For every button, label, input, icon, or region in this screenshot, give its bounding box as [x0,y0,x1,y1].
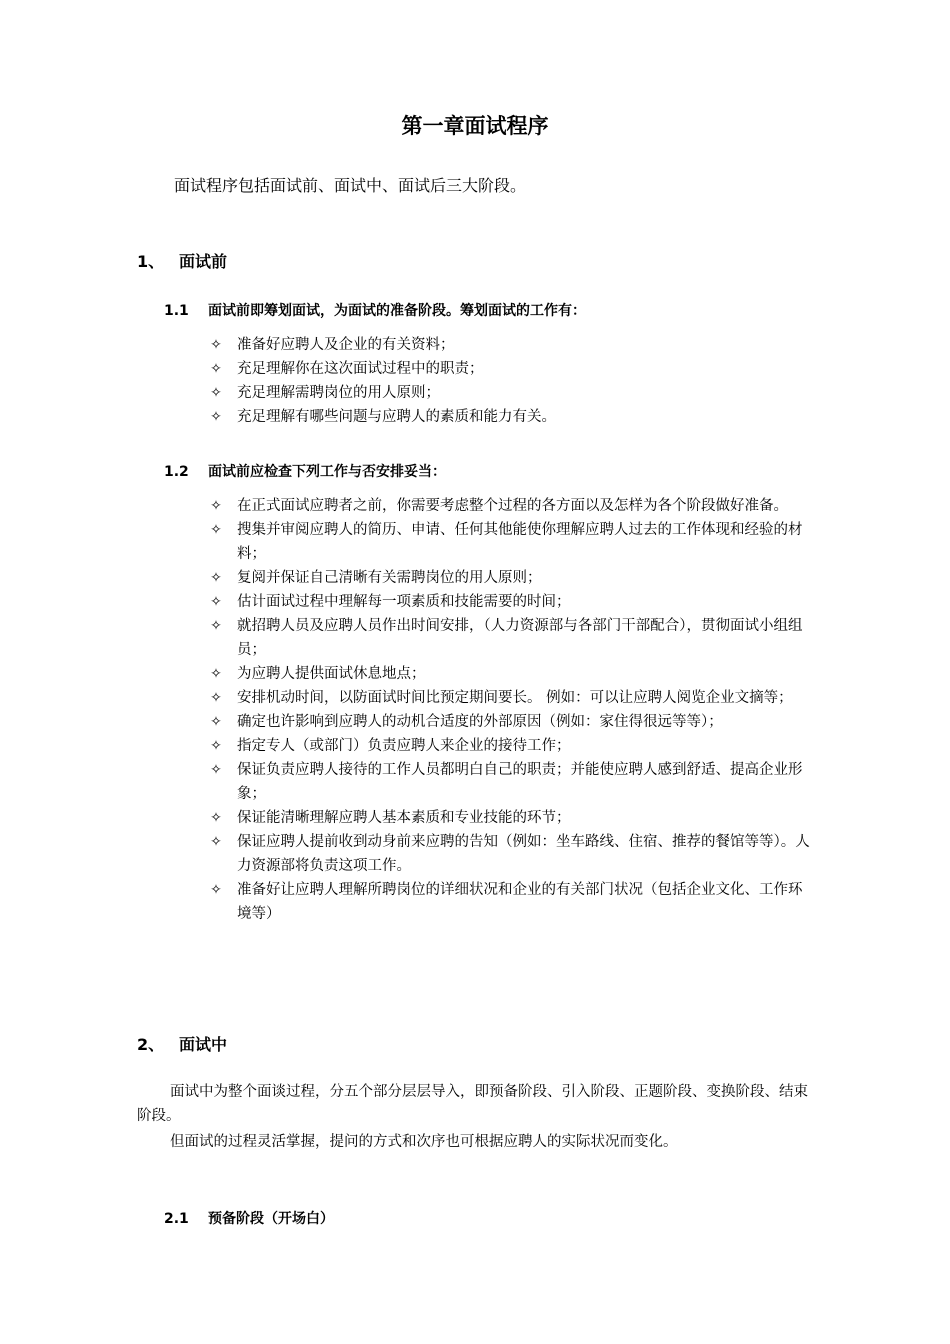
bullet-diamond-icon: ✧ [210,690,222,706]
bullet-diamond-icon: ✧ [210,810,222,826]
list-item: ✧ 准备好让应聘人理解所聘岗位的详细状况和企业的有关部门状况（包括企业文化、工作环境等） [208,878,815,926]
subsection-1-2-heading [164,461,446,481]
list-item: ✧ 充足理解有哪些问题与应聘人的素质和能力有关。 [208,405,815,429]
subsection-2-1-heading [164,1208,334,1228]
page-title: 第一章面试程序 [401,114,549,138]
list-item: ✧ 指定专人（或部门）负责应聘人来企业的接待工作； [208,734,815,758]
list-item: ✧ 保证负责应聘人接待的工作人员都明白自己的职责；并能使应聘人感到舒适、提高企业形象； [208,758,815,806]
bullet-diamond-icon: ✧ [210,666,222,682]
section-1-heading [137,249,227,272]
list-item: ✧ 在正式面试应聘者之前，你需要考虑整个过程的各方面以及怎样为各个阶段做好准备。 [208,494,815,518]
bullet-diamond-icon: ✧ [210,337,222,353]
subsection-2-1-title: 预备阶段（开场白） [208,1211,334,1227]
bullet-diamond-icon: ✧ [210,738,222,754]
bullet-diamond-icon: ✧ [210,834,222,850]
bullet-diamond-icon: ✧ [210,762,222,778]
checklist-1-2 [208,494,815,926]
section-2-heading [137,1032,227,1055]
subsection-1-2-number: 1.2 [164,464,189,480]
bullet-diamond-icon: ✧ [210,385,222,401]
list-item: ✧ 充足理解你在这次面试过程中的职责； [208,357,815,381]
section-2-number: 2、 [137,1035,165,1054]
bullet-diamond-icon: ✧ [210,409,222,425]
subsection-2-1-number: 2.1 [164,1211,189,1227]
section-2-title: 面试中 [179,1035,228,1054]
list-item: ✧ 搜集并审阅应聘人的简历、申请、任何其他能使你理解应聘人过去的工作体现和经验的材料； [208,518,815,566]
list-item: ✧ 保证应聘人提前收到动身前来应聘的告知（例如：坐车路线、住宿、推荐的餐馆等等）。人力资源部将负责这项工作。 [208,830,815,878]
section-1-title: 面试前 [179,252,228,271]
subsection-1-1-title: 面试前即筹划面试，为面试的准备阶段。筹划面试的工作有： [208,303,586,319]
subsection-1-1-number: 1.1 [164,303,189,319]
list-item: ✧ 安排机动时间，以防面试时间比预定期间要长。 例如：可以让应聘人阅览企业文摘等； [208,686,815,710]
list-item: ✧ 确定也许影响到应聘人的动机合适度的外部原因（例如：家住得很远等等）； [208,710,815,734]
list-item: ✧ 准备好应聘人及企业的有关资料； [208,333,815,357]
bullet-diamond-icon: ✧ [210,714,222,730]
checklist-1-1 [208,333,815,429]
bullet-diamond-icon: ✧ [210,882,222,898]
list-item: ✧ 保证能清晰理解应聘人基本素质和专业技能的环节； [208,806,815,830]
subsection-1-2-title: 面试前应检查下列工作与否安排妥当： [208,464,446,480]
list-item: ✧ 充足理解需聘岗位的用人原则； [208,381,815,405]
bullet-diamond-icon: ✧ [210,498,222,514]
list-item: ✧ 复阅并保证自己清晰有关需聘岗位的用人原则； [208,566,815,590]
list-item: ✧ 就招聘人员及应聘人员作出时间安排，（人力资源部与各部门干部配合），贯彻面试小组组员； [208,614,815,662]
bullet-diamond-icon: ✧ [210,361,222,377]
section-2-paragraph-1: 面试中为整个面谈过程，分五个部分层层导入，即预备阶段、引入阶段、正题阶段、变换阶段、结束阶段。 [137,1084,808,1124]
bullet-diamond-icon: ✧ [210,594,222,610]
bullet-diamond-icon: ✧ [210,570,222,586]
list-item: ✧ 估计面试过程中理解每一项素质和技能需要的时间； [208,590,815,614]
bullet-diamond-icon: ✧ [210,522,222,538]
intro-paragraph: 面试程序包括面试前、面试中、面试后三大阶段。 [174,176,527,195]
list-item: ✧ 为应聘人提供面试休息地点； [208,662,815,686]
section-2-paragraph-2: 但面试的过程灵活掌握，提问的方式和次序也可根据应聘人的实际状况而变化。 [170,1134,678,1150]
subsection-1-1-heading [164,300,586,320]
bullet-diamond-icon: ✧ [210,618,222,634]
section-1-number: 1、 [137,252,165,271]
